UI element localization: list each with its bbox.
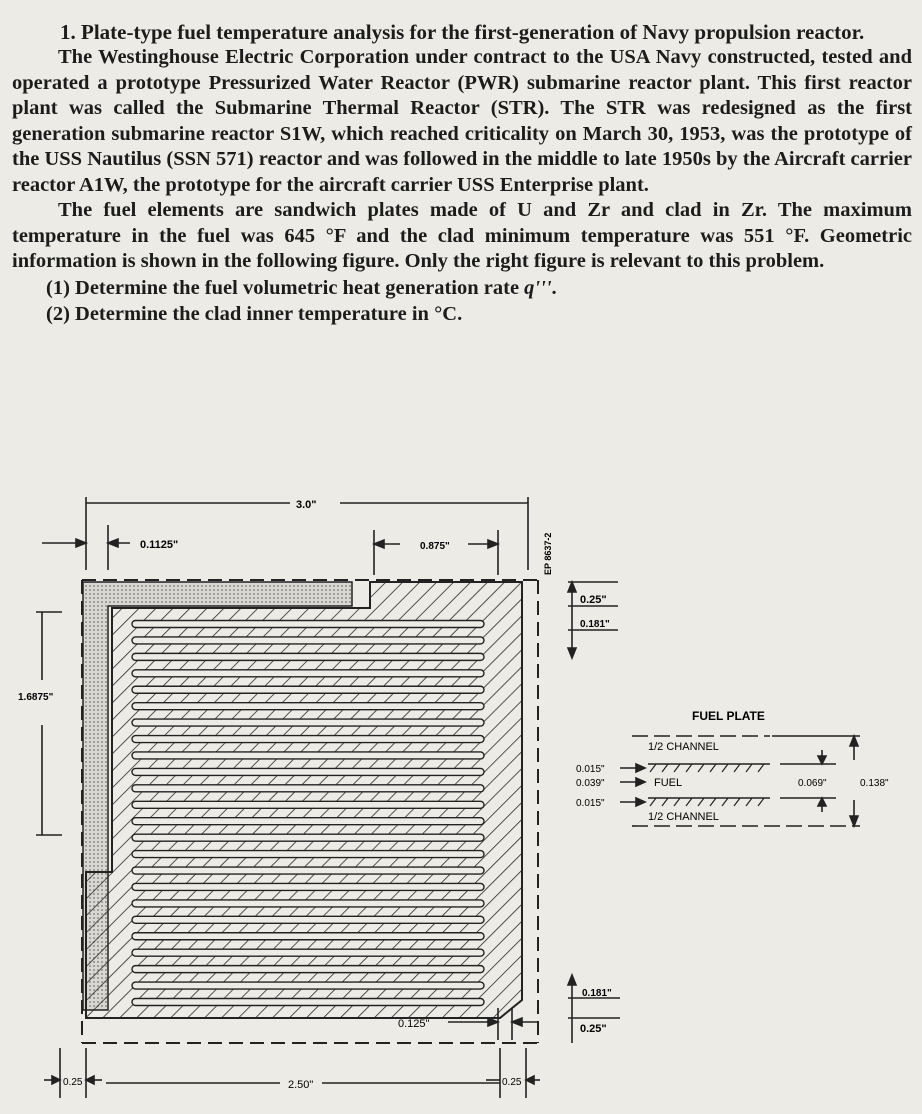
clad-bottom-label: 0.015" (576, 798, 605, 809)
dim-width-label: 3.0" (296, 499, 317, 511)
dim-top-025-label: 0.25" (580, 594, 607, 606)
fuel-plate-slot (132, 883, 484, 890)
fuel-plate-slot (132, 686, 484, 693)
fuel-plate-slot (132, 966, 484, 973)
fuel-plate-slot (132, 818, 484, 825)
half-channel-top: 1/2 CHANNEL (648, 741, 719, 753)
fuel-plate-slot (132, 999, 484, 1006)
pitch-label: 0.138" (860, 778, 889, 789)
dim-bottom-span-label: 2.50" (288, 1079, 314, 1091)
fuel-plate-slot (132, 801, 484, 808)
dim-bottom-left-label: 0.25 (63, 1077, 83, 1088)
clad-top-label: 0.015" (576, 764, 605, 775)
fuel-plate-slot (132, 867, 484, 874)
dim-height-label: 1.6875" (18, 692, 54, 703)
fuel-plate-slot (132, 851, 484, 858)
fuel-plate-slot (132, 768, 484, 775)
fuel-plate-slot (132, 949, 484, 956)
fuel-plate-slot (132, 900, 484, 907)
fuel-plate-slot (132, 916, 484, 923)
fuel-plate-slot (132, 933, 484, 940)
task-1-suffix: . (551, 276, 557, 299)
problem-title: 1. Plate-type fuel temperature analysis for the first-generation of Navy propulsion reactor. (60, 20, 865, 44)
dim-bottom-right-label: 0.25 (502, 1077, 522, 1088)
half-channel-bottom: 1/2 CHANNEL (648, 811, 719, 823)
task-2: (2) Determine the clad inner temperature in °C. (46, 302, 463, 325)
fuel-plate-slot (132, 670, 484, 677)
dim-top-0181-label: 0.181" (580, 619, 610, 630)
fuel-plate-slot (132, 834, 484, 841)
dim-left-gap-label: 0.1125" (140, 539, 179, 551)
fuel-plate-slot (132, 785, 484, 792)
fuel-plate-slot (132, 703, 484, 710)
dim-height (36, 612, 62, 835)
dim-right-gap (374, 530, 498, 575)
task-1 (46, 275, 912, 301)
fuel-plate-slot (132, 653, 484, 660)
dim-bottom-0181-label: 0.181" (582, 988, 612, 999)
task-1-variable: q''' (524, 276, 552, 299)
task-1-text: (1) Determine the fuel volumetric heat generation rate (46, 276, 525, 299)
fuel-plate-slot (132, 752, 484, 759)
fuel-plate-slot (132, 621, 484, 628)
problem-text (12, 20, 912, 327)
paragraph-background: The Westinghouse Electric Corporation under contract to the USA Navy constructed, tested and operated a prototype Pressurized Water Reactor (PWR) submarine reactor plant. This first reactor plant was called the Submarine Thermal Reactor (STR). The STR was redesigned as the first generation submarine reactor S1W, which reached criticality on March 30, 1953, was the prototype of the USS Nautilus (SSN 571) reactor and was followed in the middle to late 1950s by the Aircraft carrier reactor A1W, the prototype for the aircraft carrier USS Enterprise plant. (12, 46, 912, 196)
fuel-plate-slot (132, 637, 484, 644)
fuel-plate-slot (132, 719, 484, 726)
fuel-thick-label: 0.039" (576, 778, 605, 789)
fuel-plate-slot (132, 982, 484, 989)
dim-right-gap-label: 0.875" (420, 541, 450, 552)
dim-0125-label: 0.125" (398, 1018, 430, 1030)
fuel-plate-slot (132, 736, 484, 743)
dim-bottom-025-label: 0.25" (580, 1023, 607, 1035)
paragraph-fuel: The fuel elements are sandwich plates made of U and Zr and clad in Zr. The maximum temperature in the fuel was 645 °F and the clad minimum temperature was 551 °F. Geometric information is shown in the following figure. Only the right figure is relevant to this problem. (12, 199, 912, 272)
fuel-assembly-figure (0, 475, 922, 1114)
plate-thick-label: 0.069" (798, 778, 827, 789)
side-label: EP 8637-2 (543, 532, 553, 575)
plate-title: FUEL PLATE (692, 709, 765, 723)
fuel-label: FUEL (654, 777, 683, 789)
